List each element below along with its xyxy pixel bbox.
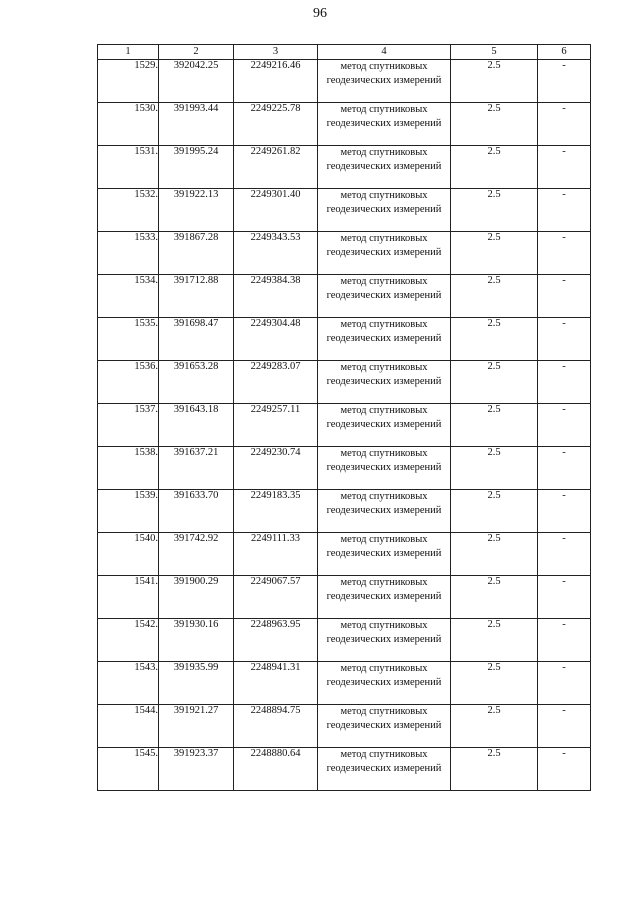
method-cell: метод спутниковых геодезических измерений xyxy=(318,361,451,404)
method-cell: метод спутниковых геодезических измерений xyxy=(318,146,451,189)
accuracy-cell: 2.5 xyxy=(451,447,538,490)
point-number-cell: 1537. xyxy=(98,404,159,447)
x-coordinate-cell: 391742.92 xyxy=(159,533,234,576)
note-cell: - xyxy=(538,232,591,275)
x-coordinate-cell: 391935.99 xyxy=(159,662,234,705)
column-header: 6 xyxy=(538,45,591,60)
table-row xyxy=(98,232,591,275)
y-coordinate-cell: 2248894.75 xyxy=(234,705,318,748)
accuracy-cell: 2.5 xyxy=(451,705,538,748)
y-coordinate-cell: 2248963.95 xyxy=(234,619,318,662)
method-cell: метод спутниковых геодезических измерений xyxy=(318,705,451,748)
note-cell: - xyxy=(538,576,591,619)
point-number-cell: 1539. xyxy=(98,490,159,533)
x-coordinate-cell: 391921.27 xyxy=(159,705,234,748)
table-row xyxy=(98,447,591,490)
method-cell: метод спутниковых геодезических измерений xyxy=(318,490,451,533)
point-number-cell: 1530. xyxy=(98,103,159,146)
x-coordinate-cell: 391643.18 xyxy=(159,404,234,447)
note-cell: - xyxy=(538,619,591,662)
method-cell: метод спутниковых геодезических измерений xyxy=(318,404,451,447)
table-row xyxy=(98,189,591,232)
y-coordinate-cell: 2249183.35 xyxy=(234,490,318,533)
accuracy-cell: 2.5 xyxy=(451,275,538,318)
accuracy-cell: 2.5 xyxy=(451,533,538,576)
note-cell: - xyxy=(538,748,591,791)
point-number-cell: 1543. xyxy=(98,662,159,705)
accuracy-cell: 2.5 xyxy=(451,103,538,146)
method-cell: метод спутниковых геодезических измерений xyxy=(318,189,451,232)
y-coordinate-cell: 2249301.40 xyxy=(234,189,318,232)
y-coordinate-cell: 2249283.07 xyxy=(234,361,318,404)
note-cell: - xyxy=(538,361,591,404)
table-header-row xyxy=(98,45,591,60)
point-number-cell: 1531. xyxy=(98,146,159,189)
note-cell: - xyxy=(538,275,591,318)
note-cell: - xyxy=(538,318,591,361)
x-coordinate-cell: 391923.37 xyxy=(159,748,234,791)
point-number-cell: 1545. xyxy=(98,748,159,791)
table-row xyxy=(98,533,591,576)
y-coordinate-cell: 2249304.48 xyxy=(234,318,318,361)
note-cell: - xyxy=(538,146,591,189)
column-header: 4 xyxy=(318,45,451,60)
accuracy-cell: 2.5 xyxy=(451,490,538,533)
method-cell: метод спутниковых геодезических измерений xyxy=(318,748,451,791)
accuracy-cell: 2.5 xyxy=(451,318,538,361)
method-cell: метод спутниковых геодезических измерений xyxy=(318,447,451,490)
method-cell: метод спутниковых геодезических измерений xyxy=(318,576,451,619)
y-coordinate-cell: 2249261.82 xyxy=(234,146,318,189)
table-row xyxy=(98,619,591,662)
note-cell: - xyxy=(538,404,591,447)
table-row xyxy=(98,490,591,533)
note-cell: - xyxy=(538,490,591,533)
page-number: 96 xyxy=(313,6,327,21)
table-row xyxy=(98,103,591,146)
note-cell: - xyxy=(538,705,591,748)
y-coordinate-cell: 2249384.38 xyxy=(234,275,318,318)
method-cell: метод спутниковых геодезических измерений xyxy=(318,103,451,146)
method-cell: метод спутниковых геодезических измерений xyxy=(318,60,451,103)
table-row xyxy=(98,361,591,404)
method-cell: метод спутниковых геодезических измерений xyxy=(318,318,451,361)
column-header: 1 xyxy=(98,45,159,60)
table-row xyxy=(98,662,591,705)
point-number-cell: 1534. xyxy=(98,275,159,318)
point-number-cell: 1544. xyxy=(98,705,159,748)
y-coordinate-cell: 2248941.31 xyxy=(234,662,318,705)
x-coordinate-cell: 391930.16 xyxy=(159,619,234,662)
column-header: 2 xyxy=(159,45,234,60)
table-body xyxy=(98,60,591,791)
point-number-cell: 1529. xyxy=(98,60,159,103)
accuracy-cell: 2.5 xyxy=(451,361,538,404)
note-cell: - xyxy=(538,60,591,103)
method-cell: метод спутниковых геодезических измерений xyxy=(318,533,451,576)
y-coordinate-cell: 2249067.57 xyxy=(234,576,318,619)
accuracy-cell: 2.5 xyxy=(451,232,538,275)
coordinates-table xyxy=(97,44,591,791)
accuracy-cell: 2.5 xyxy=(451,146,538,189)
y-coordinate-cell: 2249111.33 xyxy=(234,533,318,576)
accuracy-cell: 2.5 xyxy=(451,60,538,103)
column-header: 5 xyxy=(451,45,538,60)
accuracy-cell: 2.5 xyxy=(451,662,538,705)
x-coordinate-cell: 391712.88 xyxy=(159,275,234,318)
table-row xyxy=(98,748,591,791)
point-number-cell: 1532. xyxy=(98,189,159,232)
y-coordinate-cell: 2249230.74 xyxy=(234,447,318,490)
x-coordinate-cell: 391922.13 xyxy=(159,189,234,232)
method-cell: метод спутниковых геодезических измерений xyxy=(318,619,451,662)
note-cell: - xyxy=(538,189,591,232)
table-row xyxy=(98,146,591,189)
y-coordinate-cell: 2249343.53 xyxy=(234,232,318,275)
accuracy-cell: 2.5 xyxy=(451,619,538,662)
accuracy-cell: 2.5 xyxy=(451,576,538,619)
table-row xyxy=(98,576,591,619)
point-number-cell: 1542. xyxy=(98,619,159,662)
x-coordinate-cell: 391637.21 xyxy=(159,447,234,490)
method-cell: метод спутниковых геодезических измерений xyxy=(318,662,451,705)
table-row xyxy=(98,404,591,447)
table-row xyxy=(98,705,591,748)
point-number-cell: 1540. xyxy=(98,533,159,576)
x-coordinate-cell: 392042.25 xyxy=(159,60,234,103)
note-cell: - xyxy=(538,533,591,576)
method-cell: метод спутниковых геодезических измерений xyxy=(318,275,451,318)
y-coordinate-cell: 2249257.11 xyxy=(234,404,318,447)
point-number-cell: 1541. xyxy=(98,576,159,619)
note-cell: - xyxy=(538,662,591,705)
x-coordinate-cell: 391900.29 xyxy=(159,576,234,619)
accuracy-cell: 2.5 xyxy=(451,189,538,232)
point-number-cell: 1536. xyxy=(98,361,159,404)
y-coordinate-cell: 2249216.46 xyxy=(234,60,318,103)
x-coordinate-cell: 391653.28 xyxy=(159,361,234,404)
table-row xyxy=(98,60,591,103)
accuracy-cell: 2.5 xyxy=(451,404,538,447)
x-coordinate-cell: 391633.70 xyxy=(159,490,234,533)
note-cell: - xyxy=(538,103,591,146)
y-coordinate-cell: 2249225.78 xyxy=(234,103,318,146)
table-row xyxy=(98,275,591,318)
column-header: 3 xyxy=(234,45,318,60)
table-row xyxy=(98,318,591,361)
x-coordinate-cell: 391698.47 xyxy=(159,318,234,361)
accuracy-cell: 2.5 xyxy=(451,748,538,791)
point-number-cell: 1538. xyxy=(98,447,159,490)
method-cell: метод спутниковых геодезических измерений xyxy=(318,232,451,275)
point-number-cell: 1535. xyxy=(98,318,159,361)
x-coordinate-cell: 391993.44 xyxy=(159,103,234,146)
x-coordinate-cell: 391995.24 xyxy=(159,146,234,189)
y-coordinate-cell: 2248880.64 xyxy=(234,748,318,791)
note-cell: - xyxy=(538,447,591,490)
point-number-cell: 1533. xyxy=(98,232,159,275)
x-coordinate-cell: 391867.28 xyxy=(159,232,234,275)
